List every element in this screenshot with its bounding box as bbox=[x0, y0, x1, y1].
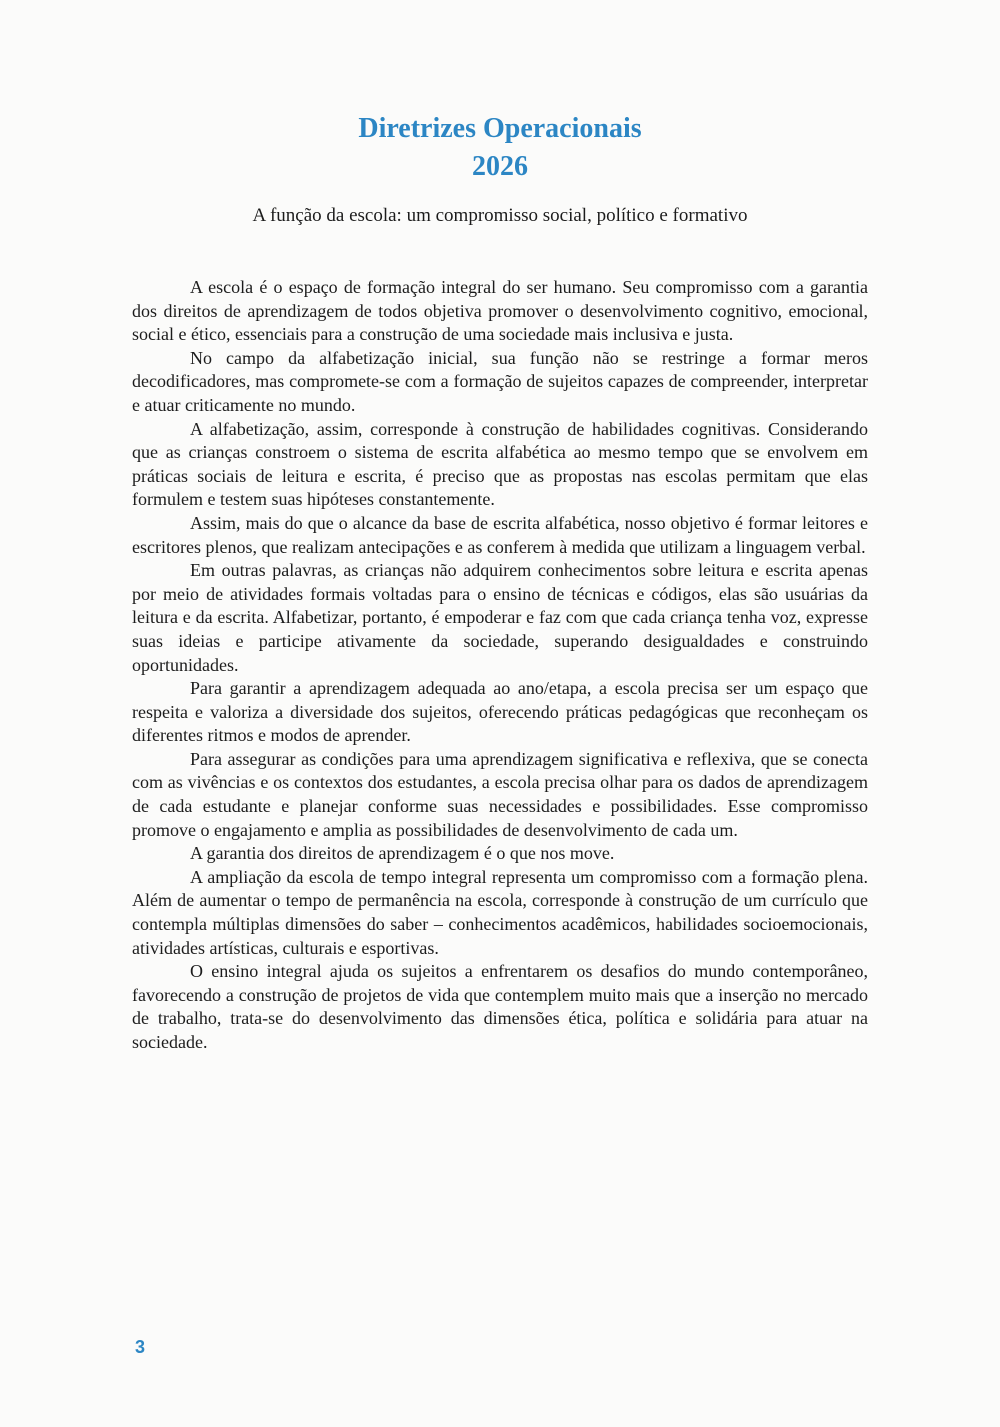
paragraph: A garantia dos direitos de aprendizagem é o que nos move. bbox=[190, 843, 615, 864]
paragraph: Em outras palavras, as crianças não adquirem conhecimentos sobre leitura e escrita apenas por meio de atividades formais voltadas para o ensino de técnicas e códigos, elas são usuárias da leitura e da escrita. Alfabetizar, portanto, é empoderar e faz com que cada criança tenha voz, expresse suas ideias e participe ativamente da sociedade, superando desigualdades e construindo oportunidades. bbox=[132, 560, 868, 675]
paragraph: Assim, mais do que o alcance da base de escrita alfabética, nosso objetivo é formar leitores e escritores plenos, que realizam antecipações e as conferem à medida que utilizam a linguagem verbal. bbox=[132, 512, 868, 557]
paragraph: No campo da alfabetização inicial, sua função não se restringe a formar meros decodificadores, mas compromete-se com a formação de sujeitos capazes de compreender, interpretar e atuar criticamente no mundo. bbox=[132, 347, 868, 415]
paragraph: A alfabetização, assim, corresponde à construção de habilidades cognitivas. Considerando que as crianças constroem o sistema de escrita alfabética ao mesmo tempo que se envolvem em práticas sociais de leitura e escrita, é preciso que as propostas nas escolas permitam que elas formulem e testem suas hipóteses constantemente. bbox=[132, 418, 868, 510]
section-subtitle: A função da escola: um compromisso social, político e formativo bbox=[252, 205, 748, 226]
title-line-1: Diretrizes Operacionais bbox=[358, 113, 642, 144]
paragraph: A escola é o espaço de formação integral do ser humano. Seu compromisso com a garantia dos direitos de aprendizagem de todos objetiva promover o desenvolvimento cognitivo, emocional, social e ético, essenciais para a construção de uma sociedade mais inclusiva e justa. bbox=[132, 277, 868, 345]
page-title bbox=[0, 110, 1000, 186]
page-number: 3 bbox=[135, 1337, 146, 1357]
paragraph: Para garantir a aprendizagem adequada ao ano/etapa, a escola precisa ser um espaço que respeita e valoriza a diversidade dos sujeitos, oferecendo práticas pedagógicas que reconheçam os diferentes ritmos e modos de aprender. bbox=[132, 678, 868, 746]
paragraph: A ampliação da escola de tempo integral representa um compromisso com a formação plena. Além de aumentar o tempo de permanência na escola, corresponde à construção de um currículo que contempla múltiplas dimensões do saber – conhecimentos acadêmicos, habilidades socioemocionais, atividades artísticas, culturais e esportivas. bbox=[132, 866, 868, 958]
paragraph: Para assegurar as condições para uma aprendizagem significativa e reflexiva, que se conecta com as vivências e os contextos dos estudantes, a escola precisa olhar para os dados de aprendizagem de cada estudante e planejar conforme suas necessidades e possibilidades. Esse compromisso promove o engajamento e amplia as possibilidades de desenvolvimento de cada um. bbox=[132, 748, 868, 840]
title-line-2: 2026 bbox=[472, 151, 528, 182]
body-text bbox=[132, 276, 868, 1055]
paragraph: O ensino integral ajuda os sujeitos a enfrentarem os desafios do mundo contemporâneo, favorecendo a construção de projetos de vida que contemplem muito mais que a inserção no mercado de trabalho, trata-se do desenvolvimento das dimensões ética, política e solidária para atuar na sociedade. bbox=[132, 961, 868, 1052]
